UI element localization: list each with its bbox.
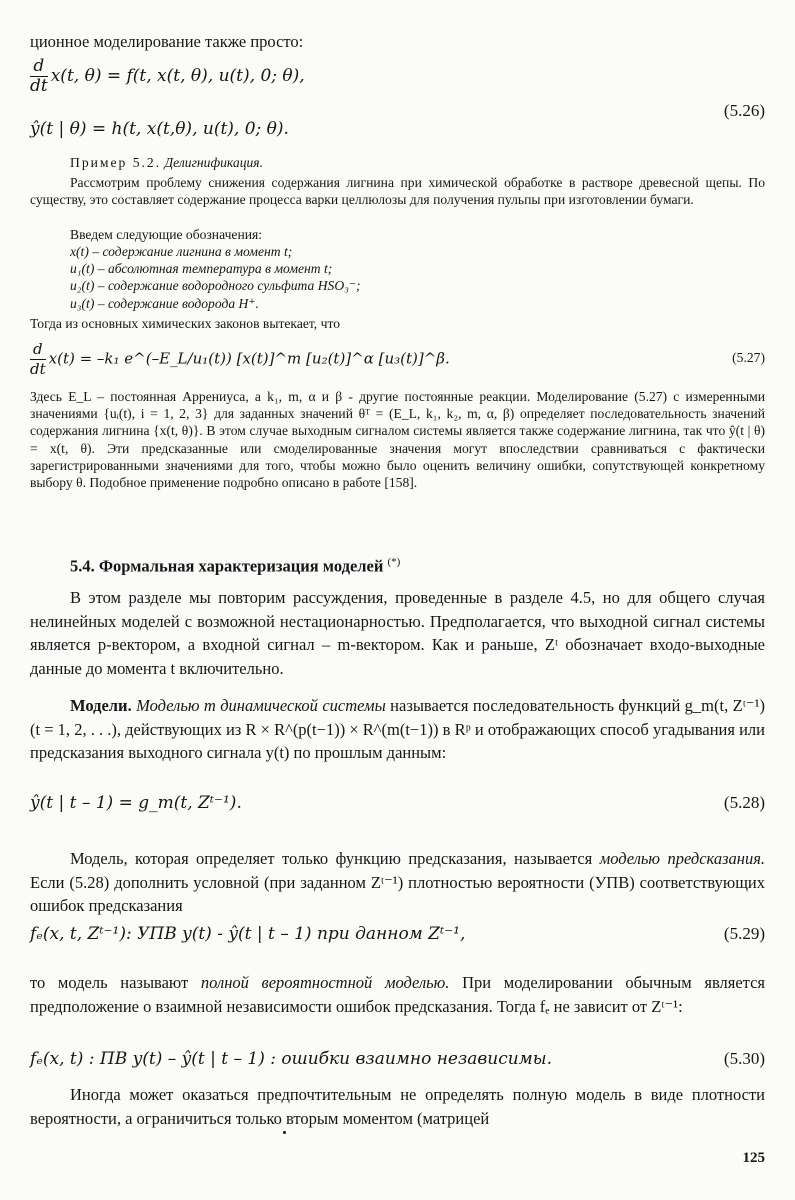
models-lead: Модели. (70, 696, 132, 715)
definition-item: u₃(t) – содержание водорода H⁺. (70, 295, 259, 311)
section-paragraph-1: В этом разделе мы повторим рассуждения, проведенные в разделе 4.5, но для общего случая нелинейных моделей с возможной нестационарностью. Предполагается, что выходной сигнал системы является p-вектором, а входной сигнал – m-вектором. Как и раньше, Zᵗ обозначает входо-выходные данные до момента t включительно. (30, 588, 765, 678)
example-name: Делигнификация. (164, 155, 264, 170)
equation-number-5-30: (5.30) (723, 1049, 765, 1068)
equation-number-5-29: (5.29) (723, 924, 765, 943)
print-speck (283, 1131, 286, 1134)
equation-5-30: fₑ(x, t) : ПВ y(t) – ŷ(t | t – 1) : ошибки взаимно независимы. (5.30) (30, 1049, 765, 1069)
derivative-fraction: $\frac{d}{dt}$ (30, 340, 46, 378)
definition-item: u₁(t) – абсолютная температура в момент t; (70, 261, 333, 277)
equation-5-26-line1: $\frac{d}{dt}$ x(t, θ) = f(t, x(t, θ), u(t), 0; θ), (30, 56, 305, 96)
section-paragraph-5: Иногда может оказаться предпочтительным не определять полную модель в виде плотности вероятности, а ограничиться только вторым моментом (матрицей (30, 1085, 765, 1128)
equation-5-29: fₑ(x, t, Zᵗ⁻¹): УПВ y(t) - ŷ(t | t – 1) при данном Zᵗ⁻¹, (5.29) (30, 924, 765, 944)
prediction-model-term: моделью предсказания. (599, 849, 766, 868)
example-heading (70, 154, 760, 171)
equation-5-28: ŷ(t | t – 1) = g_m(t, Zᵗ⁻¹). (5.28) (30, 793, 765, 813)
model-definition-text: называется последовательность функций g_m(t, Zᵗ⁻¹) (t = 1, 2, . . .), действующих из R × R^(p(t−1)) × R^(m(t−1)) в Rᵖ и отображающих способ угадывания или предсказания выходного сигнала y(t) по прошлым данным: (30, 696, 766, 762)
intro-line: ционное моделирование также просто: (30, 32, 304, 51)
equation-number-5-27: (5.27) (732, 350, 765, 365)
section-heading (70, 556, 760, 577)
section-title: 5.4. Формальная характеризация моделей (70, 556, 384, 576)
equation-5-26-line2: ŷ(t | θ) = h(t, x(t,θ), u(t), 0; θ). (30, 119, 289, 139)
definitions-list (70, 243, 760, 312)
derivative-fraction: $\frac{d}{dt}$ (30, 56, 48, 96)
example-paragraph-3: Тогда из основных химических законов вытекает, что (30, 316, 340, 331)
section-paragraph-3: Модель, которая определяет только функцию предсказания, называется моделью предсказания. Если (5.28) дополнить условной (при заданном Zᵗ⁻¹) плотностью вероятности (УПВ) соответствующих ошибок предсказания (30, 849, 766, 915)
full-probabilistic-model-term: полной вероятностной моделью. (200, 973, 450, 992)
section-paragraph-4: то модель называют полной вероятностной моделью. При моделировании обычным является предположение о взаимной независимости ошибок предсказания. Тогда fₑ не зависит от Zᵗ⁻¹: (30, 973, 766, 1016)
section-marker: (*) (387, 556, 401, 568)
page-number: 125 (742, 1150, 765, 1166)
section-paragraph-2 (30, 694, 765, 765)
definition-item: u₂(t) – содержание водородного сульфита HSO₃⁻; (70, 278, 361, 294)
example-paragraph-2: Введем следующие обозначения: (70, 227, 263, 242)
example-paragraph-1: Рассмотрим проблему снижения содержания лигнина при химической обработке в растворе древесной щепы. По существу, это составляет содержание процесса варки целлюлозы для получения пульпы при изготовлении бумаги. (30, 175, 765, 208)
equation-5-27: $\frac{d}{dt}$ x(t) = –k₁ e^(–E_L/u₁(t)) [x(t)]^m [u₂(t)]^α [u₃(t)]^β. (5.27) (30, 340, 765, 378)
example-title: Пример 5.2. (70, 155, 162, 170)
book-page: ционное моделирование также просто: $\frac{d}{dt}$ x(t, θ) = f(t, x(t, θ), u(t), 0; θ), ŷ(t | θ) = h(t, x(t,θ), u(t), 0; θ). (5.26) Пример 5.2. Делигнификация. Рассмотрим проблему снижения содержания лигнина при химической обработке в растворе древесной щепы. По существу, это составляет содержание процесса варки целлюлозы для получения пульпы при изготовлении бумаги. Введем следующие обозначения: x(t) – содержание лигнина в момент t; u₁(t) – абсолютная температура в момент t; u₂(t) – содержание водородного сульфита HSO₃⁻; u₃(t) – содержание водорода H⁺. Тогда из основных химических законов вытекает, что $\frac{d}{dt}$ x(t) = –k₁ e^(–E_L/u₁(t)) [x(t)]^m [u₂(t)]^α [u₃(t)]^β. (5.27) Здесь E_L – постоянная Аррениуса, а k₁, m, α и β - другие постоянные реакции. Моделирование (5.27) с измеренными значениями {uᵢ(t), i = 1, 2, 3} для заданных значений θᵀ = (E_L, k₁, k₂, m, α, β) определяет последовательность значений содержания лигнина {x(t, θ)}. В этом случае выходным сигналом системы является также содержание лигнина, так что ŷ(t | θ) = x(t, θ). Эти предсказанные или смоделированные значения могут впоследствии сравниваться с фактически зарегистрированными значениями для того, чтобы можно было оценить величину ошибки, сопутствующей конкретному выбору θ. Подобное применение подробно описано в работе [158]. 5.4. Формальная характеризация моделей (*) В этом разделе мы повторим рассуждения, проведенные в разделе 4.5, но для общего случая нелинейных моделей с возможной нестационарностью. Предполагается, что выходной сигнал системы является p-вектором, а входной сигнал – m-вектором. Как и раньше, Zᵗ обозначает входо-выходные данные до момента t включительно. Модели. Моделью m динамической системы называется последовательность функций g_m(t, Zᵗ⁻¹) (t = 1, 2, . . .), действующих из R × R^(p(t−1)) × R^(m(t−1)) в Rᵖ и отображающих способ угадывания или предсказания выходного сигнала y(t) по прошлым данным: ŷ(t | t – 1) = g_m(t, Zᵗ⁻¹). (5.28) Модель, которая определяет только функцию предсказания, называется моделью предсказания. Если (5.28) дополнить условной (при заданном Zᵗ⁻¹) плотностью вероятности (УПВ) соответствующих ошибок предсказания fₑ(x, t, Zᵗ⁻¹): УПВ y(t) - ŷ(t | t – 1) при данном Zᵗ⁻¹, (5.29) то модель называют полной вероятностной моделью. При моделировании обычным является предположение о взаимной независимости ошибок предсказания. Тогда fₑ не зависит от Zᵗ⁻¹: fₑ(x, t) : ПВ y(t) – ŷ(t | t – 1) : ошибки взаимно независимы. (5.30) Иногда может оказаться предпочтительным не определять полную модель в виде плотности вероятности, а ограничиться только вторым моментом (матрицей 125 (30, 32, 766, 1166)
definition-item: x(t) – содержание лигнина в момент t; (70, 244, 293, 259)
model-definition-term: Моделью m динамической системы (136, 696, 386, 715)
example-paragraph-4: Здесь E_L – постоянная Аррениуса, а k₁, m, α и β - другие постоянные реакции. Моделирование (5.27) с измеренными значениями {uᵢ(t), i = 1, 2, 3} для заданных значений θᵀ = (E_L, k₁, k₂, m, α, β) определяет последовательность значений содержания лигнина {x(t, θ)}. В этом случае выходным сигналом системы является также содержание лигнина, так что ŷ(t | θ) = x(t, θ). Эти предсказанные или смоделированные значения могут впоследствии сравниваться с фактически зарегистрированными значениями для того, чтобы можно было оценить величину ошибки, сопутствующей конкретному выбору θ. Подобное применение подробно описано в работе [158]. (30, 389, 765, 491)
equation-number-5-28: (5.28) (723, 793, 765, 812)
